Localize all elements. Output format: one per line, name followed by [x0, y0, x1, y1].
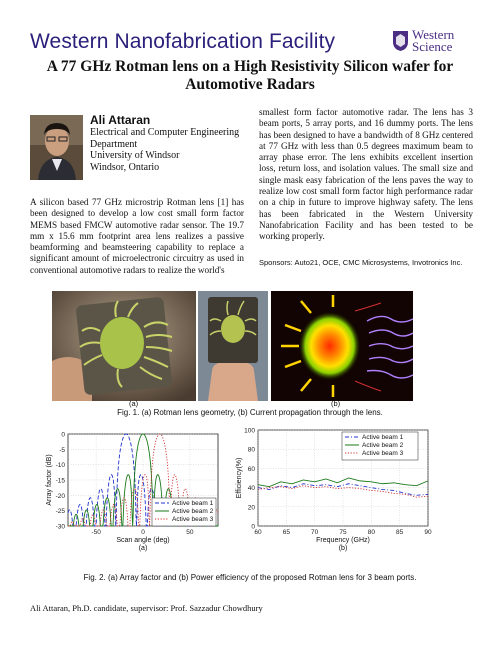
logo-line-western: Western [412, 27, 455, 42]
efficiency-chart [228, 426, 438, 566]
y-tick-label: 80 [247, 446, 255, 454]
x-tick-label: 90 [424, 529, 432, 536]
x-tick-label: 0 [141, 529, 145, 536]
x-tick-label: 65 [282, 529, 290, 536]
x-tick-label: 75 [339, 529, 347, 536]
fig1-sublabel-a: (a) [129, 399, 139, 408]
y-tick-label: -20 [55, 492, 65, 500]
current-propagation-plot [271, 291, 413, 401]
x-axis-label: Frequency (GHz) [316, 537, 370, 544]
fig2-sublabel: (b) [338, 545, 348, 552]
y-tick-label: 100 [244, 427, 255, 435]
affiliation-line: Windsor, Ontario [90, 161, 160, 173]
y-tick-label: -10 [55, 462, 65, 470]
y-tick-label: -5 [59, 446, 65, 454]
affiliation-line: Electrical and Computer Engineering [90, 127, 240, 138]
y-tick-label: -30 [55, 523, 65, 531]
poster-title: A 77 GHz Rotman lens on a High Resistivity Silicon wafer for Automotive Radars [46, 58, 454, 93]
array-factor-chart [30, 426, 230, 566]
y-tick-label: 0 [61, 431, 65, 439]
y-axis-label: Efficiency(%) [236, 457, 243, 499]
fig1-caption: Fig. 1. (a) Rotman lens geometry, (b) Current propagation through the lens. [117, 408, 383, 417]
legend-label: Active beam 1 [362, 434, 404, 441]
y-tick-label: 60 [247, 465, 255, 473]
legend-label: Active beam 3 [362, 450, 404, 457]
x-tick-label: 70 [311, 529, 319, 536]
body-text-right: smallest form factor automotive radar. The lens has 3 beam ports, 5 array ports, and 16 dummy ports. The lens has been designed to have a bandwidth of 8 GHz centered at 77 GHz with less than 0.5 degrees maximum beam to array phase error. The lens exhibits excellent insertion loss, return loss, and isolation values. The small size and single mask easy fabrication of the lens paves the way to realize low cost small form factor high performance radar on a chip in future to improve highway safety. The lens has been fabricated in the Western University Nanofabrication Facility and has been tested to be working properly. [259, 107, 473, 242]
y-tick-label: 20 [247, 504, 255, 512]
facility-title: Western Nanofabrication Facility [30, 30, 336, 53]
logo-line-science: Science [412, 39, 453, 54]
x-tick-label: 85 [396, 529, 404, 536]
legend-label: Active beam 1 [172, 500, 214, 507]
lens-photo-finger [198, 291, 268, 401]
x-axis-label: Scan angle (deg) [116, 537, 170, 544]
author-name: Ali Attaran [90, 113, 151, 127]
x-tick-label: 80 [367, 529, 375, 536]
body-text-left: A silicon based 77 GHz microstrip Rotman lens [1] has been designed to develop a low cost small form factor MEMS based FMCW automotive radar sensor. The 19.7 mm x 15.6 mm footprint area lens realizes a passive beamforming and beamsteering capability to replace a significant amount of microelectronic circuitry as used in conventional automotive radars to realize the world's [30, 197, 244, 275]
y-tick-label: 40 [247, 485, 255, 493]
sponsors-line: Sponsors: Auto21, OCE, CMC Microsystems, Invotronics Inc. [259, 258, 463, 267]
author-photo [30, 115, 83, 180]
university-logo [392, 27, 472, 56]
x-tick-label: 60 [254, 529, 262, 536]
fig2-caption: Fig. 2. (a) Array factor and (b) Power efficiency of the proposed Rotman lens for 3 beam ports. [83, 573, 417, 582]
lens-photo-hand [52, 291, 196, 401]
footer-credit: Ali Attaran, Ph.D. candidate, supervisor: Prof. Sazzadur Chowdhury [30, 603, 263, 613]
shield-icon [392, 30, 409, 52]
legend-label: Active beam 2 [172, 508, 214, 515]
legend-label: Active beam 2 [362, 442, 404, 449]
legend-label: Active beam 3 [172, 516, 214, 523]
x-tick-label: 50 [186, 529, 194, 536]
author-affiliation [90, 127, 239, 173]
y-tick-label: 0 [251, 523, 255, 531]
affiliation-line: University of Windsor [90, 150, 180, 161]
y-axis-label: Array factor (dB) [46, 454, 53, 506]
fig1-sublabel-b: (b) [331, 399, 341, 408]
y-tick-label: -15 [55, 477, 65, 485]
x-tick-label: -50 [91, 529, 101, 536]
y-tick-label: -25 [55, 508, 65, 516]
fig2-sublabel: (a) [138, 545, 148, 552]
affiliation-line: Department [90, 138, 138, 150]
